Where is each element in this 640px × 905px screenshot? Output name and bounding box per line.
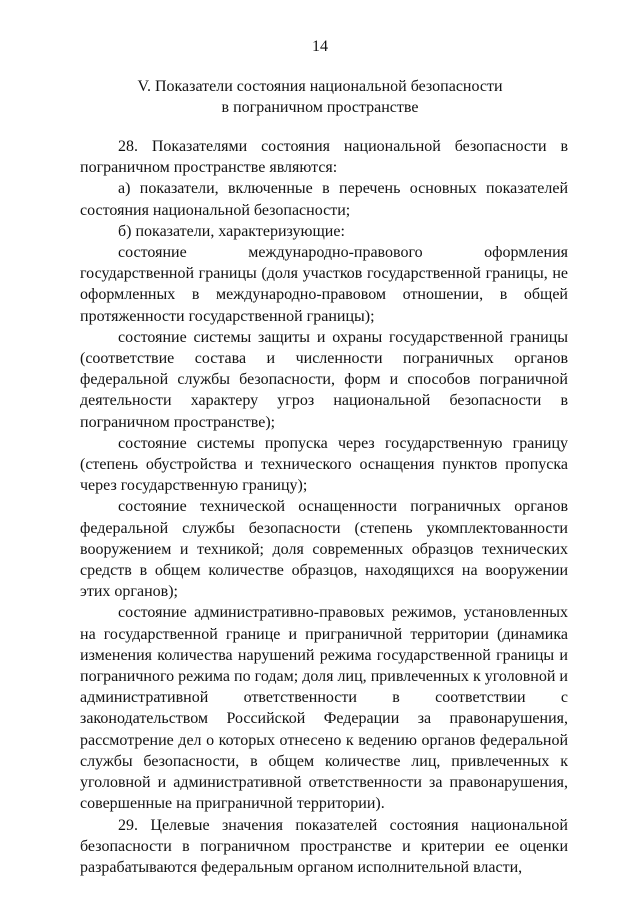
- section-title-line-1: V. Показатели состояния национальной безопасности: [137, 78, 503, 95]
- body-text: [80, 136, 568, 878]
- paragraph-border-crossing: состояние системы пропуска через государственную границу (степень обустройства и технического оснащения пунктов пропуска через государственную границу);: [80, 434, 568, 495]
- paragraph-technical-equipment: состояние технической оснащенности пограничных органов федеральной службы безопасности (степень укомплектованности вооружением и техникой; доля современных образцов технических средств в общем количестве образцов, находящихся на вооружении этих органов);: [80, 498, 568, 601]
- section-title: [60, 76, 580, 118]
- paragraph-international-legal: состояние международно-правового оформления государственной границы (доля участков государственной границы, не оформленных в международно-правовом отношении, в общей протяженности государственной границы);: [80, 244, 568, 325]
- paragraph-administrative-regimes: состояние административно-правовых режимов, установленных на государственной границе и приграничной территории (динамика изменения количества нарушений режима государственной границы и пограничного режима по годам; доля лиц, привлеченных к уголовной и административной ответственности в соответствии с законодательством Российской Федерации за правонарушения, рассмотрение дел о которых отнесено к ведению органов федеральной службы безопасности, в общем количестве лиц, привлеченных к уголовной и административной ответственности за правонарушения, совершенные на приграничной территории).: [80, 604, 568, 813]
- paragraph-29-target-values: 29. Целевые значения показателей состояния национальной безопасности в пограничном пространстве и критерии ее оценки разрабатываются федеральным органом исполнительной власти,: [80, 816, 568, 876]
- paragraph-28-intro: 28. Показателями состояния национальной безопасности в пограничном пространстве являются:: [80, 138, 568, 177]
- section-title-line-2: в пограничном пространстве: [221, 99, 419, 116]
- paragraph-item-b: б) показатели, характеризующие:: [118, 222, 345, 240]
- page-number: 14: [312, 38, 328, 55]
- paragraph-item-a: а) показатели, включенные в перечень основных показателей состояния национальной безопасности;: [80, 180, 568, 219]
- paragraph-border-protection: состояние системы защиты и охраны государственной границы (соответствие состава и численности пограничных органов федеральной службы безопасности, форм и способов пограничной деятельности характеру угроз национальной безопасности в пограничном пространстве);: [80, 328, 568, 431]
